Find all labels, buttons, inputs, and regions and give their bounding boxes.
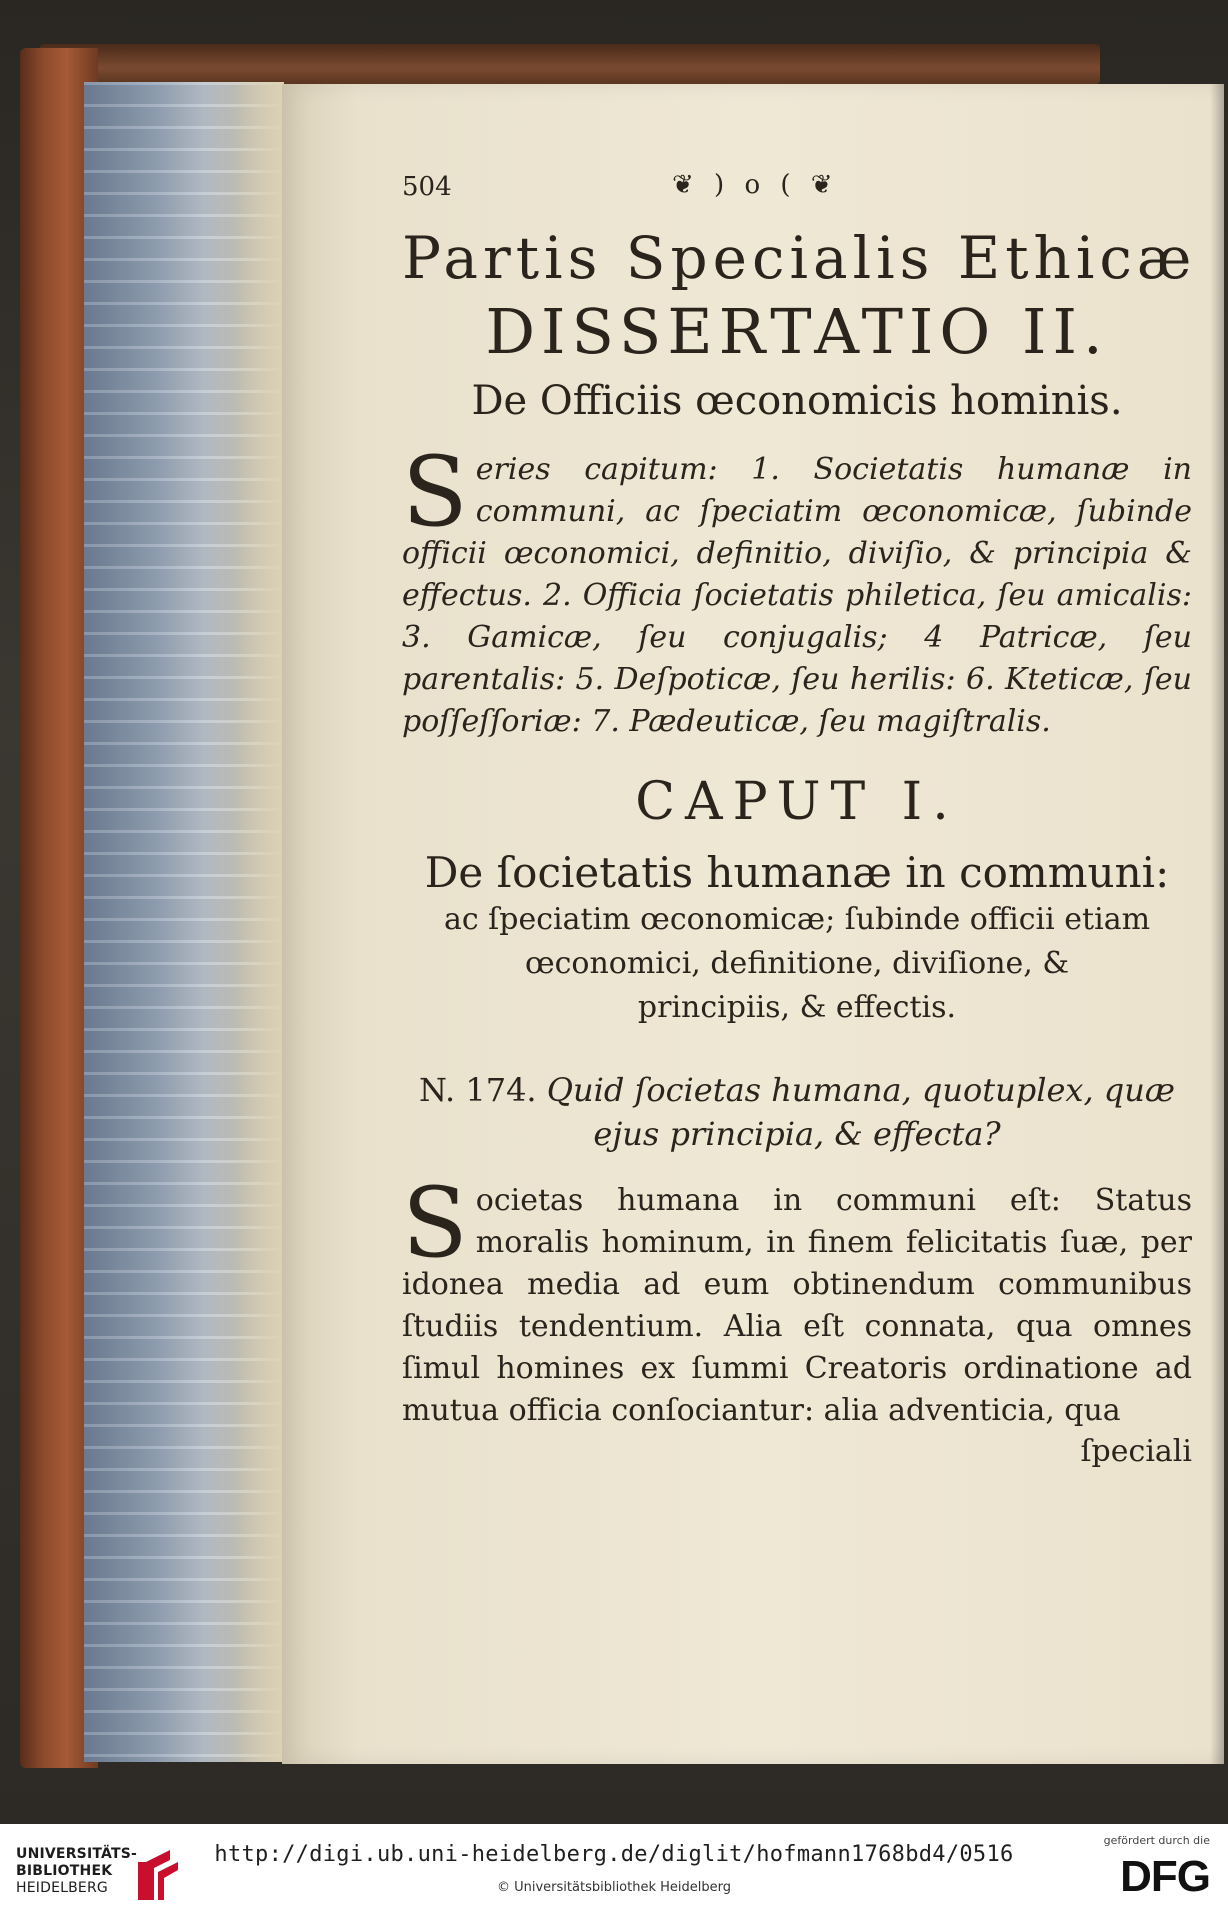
library-line-1: UNIVERSITÄTS- <box>16 1846 138 1862</box>
running-head <box>402 170 1192 214</box>
caput-heading: De ſocietatis humanæ in communi: <box>424 848 1170 898</box>
catch-word: ſpeciali <box>1080 1433 1192 1469</box>
library-line-3: HEIDELBERG <box>16 1880 108 1896</box>
dissertation-subtitle: De Officiis œconomicis hominis. <box>471 377 1123 424</box>
header-ornament: ❦ ) o ( ❦ <box>672 170 839 200</box>
part-title: Partis Specialis Ethicæ <box>402 224 1197 292</box>
series-dropcap: S <box>402 435 468 548</box>
caput-title: CAPUT I. <box>635 771 959 832</box>
series-capitum-paragraph <box>402 435 1192 743</box>
dfg-logo-block[interactable] <box>1090 1834 1210 1908</box>
body-dropcap: S <box>402 1166 468 1279</box>
book-cover-top <box>40 44 1100 84</box>
caput-subheading-line-1: ac ſpeciatim œconomicæ; ſubinde officii etiam <box>443 901 1151 937</box>
dfg-support-text: gefördert durch die <box>1103 1834 1210 1847</box>
page-edge-shading <box>234 82 284 1762</box>
permalink-url[interactable]: http://digi.ub.uni-heidelberg.de/diglit/hofmann1768bd4/0516 <box>214 1842 1014 1867</box>
page-gutter-shadow <box>1210 84 1224 1764</box>
body-text: ocietas humana in communi eſt: Status moralis hominum, in finem felicitatis ſuæ, per idonea media ad eum obtinendum communibus ſtudiis tendentium. Alia eſt connata, qua omnes ſimul homines ex ſummi Creatoris ordinatione ad mutua officia conſociantur: alia adventicia, qua <box>402 1182 1192 1428</box>
caput-subheading-line-3: principiis, & effectis. <box>637 989 957 1025</box>
question-number: N. 174. <box>419 1070 537 1109</box>
body-paragraph <box>402 1166 1192 1432</box>
dissertation-title: DISSERTATIO II. <box>485 294 1109 368</box>
page-block-edges <box>84 82 284 1762</box>
library-line-2: BIBLIOTHEK <box>16 1863 113 1879</box>
dfg-logo: DFG <box>1120 1852 1210 1901</box>
book-page <box>282 84 1224 1764</box>
caput-subheading-line-2: œconomici, definitione, diviſione, & <box>524 945 1070 981</box>
page-content <box>402 170 1197 1472</box>
footer-bar <box>0 1824 1228 1912</box>
page-number: 504 <box>402 172 452 202</box>
series-text: eries capitum: 1. Societatis humanæ in communi, ac ſpeciatim œconomicæ, ſubinde officii œconomici, definitio, diviſio, & principia & effectus. 2. Officia ſocietatis philetica, ſeu amicalis: 3. Gamicæ, ſeu conjugalis; 4 Patricæ, ſeu parentalis: 5. Deſpoticæ, ſeu herilis: 6. Kteticæ, ſeu poſſeſſoriæ: 7. Pædeuticæ, ſeu magiſtralis. <box>402 451 1192 739</box>
question-heading <box>402 1068 1192 1156</box>
copyright-notice: © Universitätsbibliothek Heidelberg <box>496 1880 731 1895</box>
question-text: Quid ſocietas humana, quotuplex, quæ ejus principia, & effecta? <box>546 1070 1175 1153</box>
